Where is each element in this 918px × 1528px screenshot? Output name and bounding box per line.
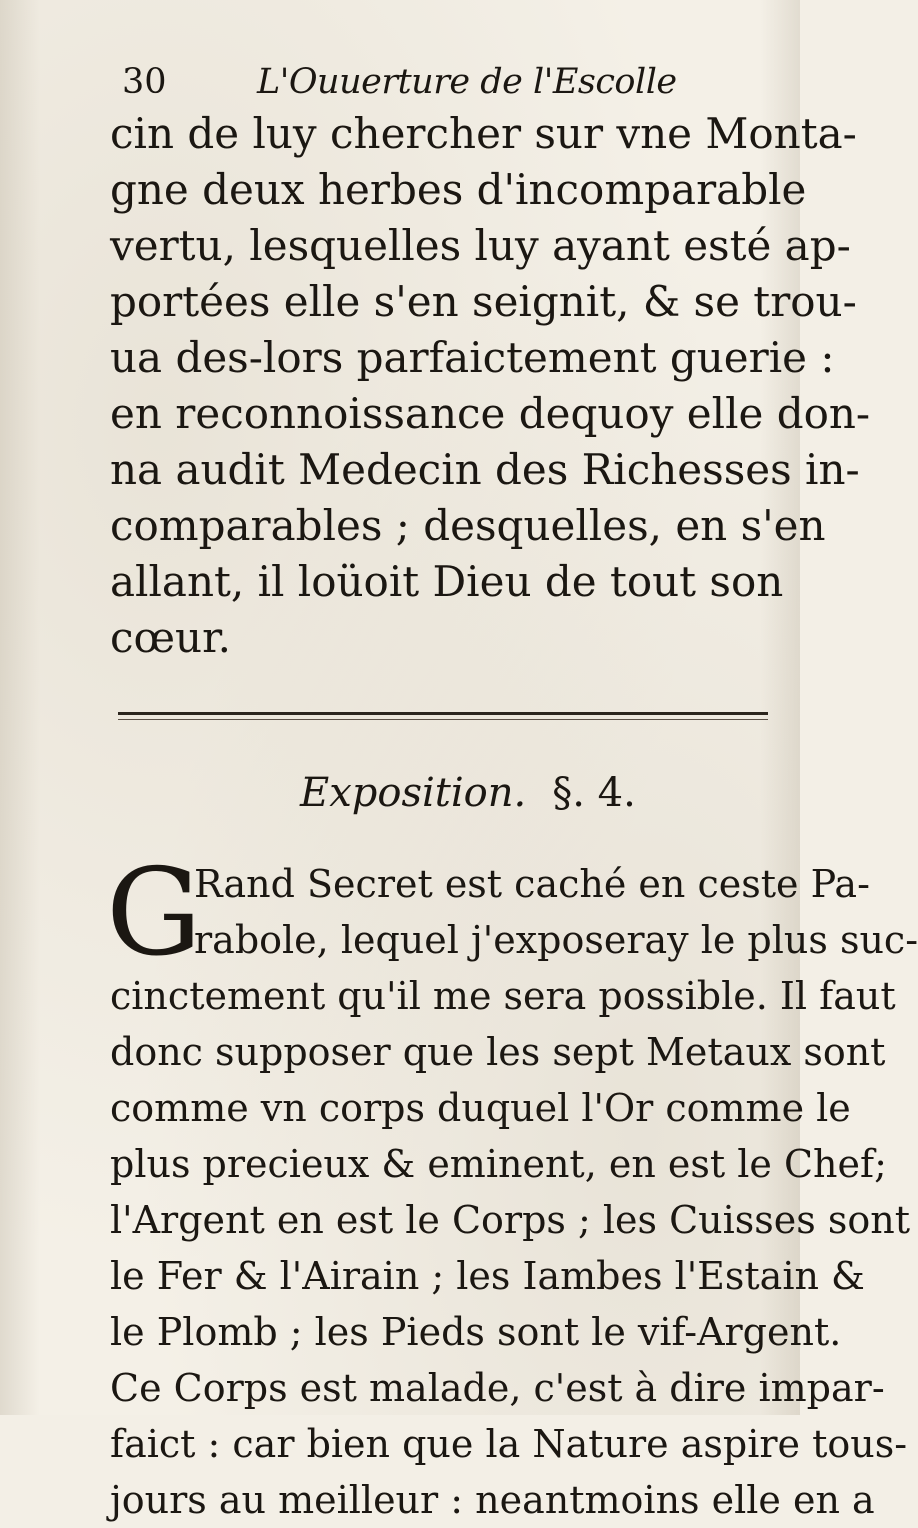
drop-cap: G [106,844,202,983]
text-line: vertu, lesquelles luy ayant esté ap- [110,221,851,270]
running-title: L'Ouuerture de l'Escolle [257,62,677,102]
text-line: cin de luy chercher sur vne Monta- [110,109,857,158]
text-line: ua des-lors parfaictement guerie : [110,333,835,382]
text-line: le Fer & l'Airain ; les Iambes l'Estain & [110,1254,865,1298]
page-number: 30 [122,62,167,102]
text-line: comme vn corps duquel l'Or comme le [110,1086,851,1130]
section-divider [118,712,768,715]
section-title: Exposition. [300,770,527,816]
text-line: comparables ; desquelles, en s'en [110,501,826,550]
text-line: l'Argent en est le Corps ; les Cuisses sont [110,1198,910,1242]
text-line: le Plomb ; les Pieds sont le vif-Argent. [110,1310,842,1354]
text-line: faict : car bien que la Nature aspire tous- [110,1422,908,1466]
text-line: cinctement qu'il me sera possible. Il faut [110,974,896,1018]
text-line: rabole, lequel j'exposeray le plus suc- [194,918,918,962]
text-line: na audit Medecin des Richesses in- [110,445,860,494]
text-line: gne deux herbes d'incomparable [110,165,807,214]
section-heading [300,770,636,816]
paragraph-1 [110,106,871,666]
section-number: §. 4. [552,770,636,816]
text-line: cœur. [110,613,231,662]
text-line: portées elle s'en seignit, & se trou- [110,277,857,326]
running-head [122,62,760,112]
text-line: jours au meilleur : neantmoins elle en a [110,1478,875,1522]
text-line: en reconnoissance dequoy elle don- [110,389,871,438]
text-line: allant, il loüoit Dieu de tout son [110,557,784,606]
text-line: donc supposer que les sept Metaux sont [110,1030,886,1074]
text-line: Rand Secret est caché en ceste Pa- [194,862,870,906]
text-line: plus precieux & eminent, en est le Chef; [110,1142,887,1186]
paragraph-2 [110,856,918,1528]
text-line: Ce Corps est malade, c'est à dire impar- [110,1366,885,1410]
